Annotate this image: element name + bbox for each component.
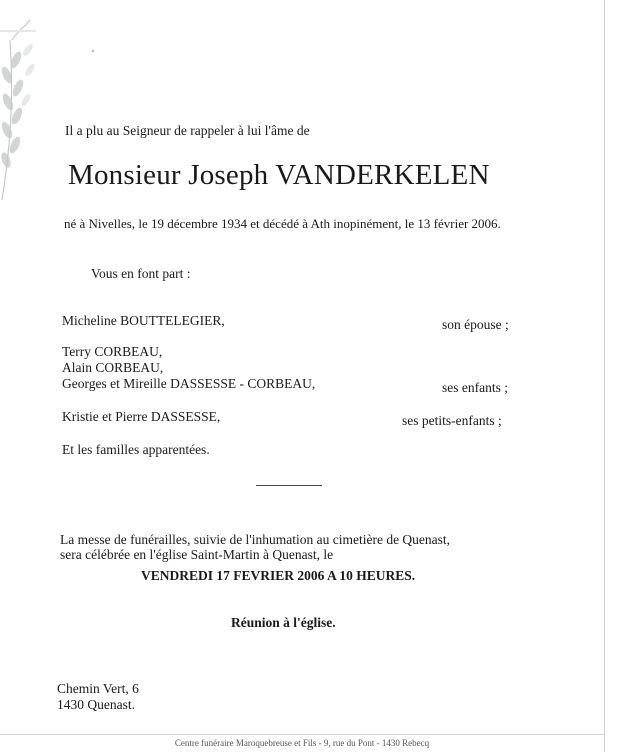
announce-text: Vous en font part : [91,266,191,281]
funeral-home-footer: Centre funéraire Maroquebreuse et Fils - 9, rue du Pont - 1430 Rebecq [174,738,430,748]
wheat-decoration-icon [0,0,70,200]
family-member-name: Micheline BOUTTELEGIER, [62,313,225,328]
family-relation: son épouse ; [442,317,509,332]
family-member-name: Alain CORBEAU, [62,360,164,375]
bottom-rule [0,734,604,735]
mass-text-line1: La messe de funérailles, suivie de l'inhumation au cimetière de Quenast, [60,532,451,547]
family-relation: ses enfants ; [442,380,508,395]
mass-date: VENDREDI 17 FEVRIER 2006 A 10 HEURES. [141,568,416,583]
reunion-text: Réunion à l'église. [231,615,336,630]
address-line1: Chemin Vert, 6 [57,681,139,696]
family-member-name: Georges et Mireille DASSESSE - CORBEAU, [62,376,316,391]
intro-text: Il a plu au Seigneur de rappeler à lui l'âme de [65,123,310,138]
family-relation: ses petits-enfants ; [402,413,502,428]
family-member-name: Kristie et Pierre DASSESSE, [62,409,221,424]
section-divider [256,485,322,486]
family-member-name: Terry CORBEAU, [62,344,163,359]
deceased-name: Monsieur Joseph VANDERKELEN [68,159,490,191]
families-text: Et les familles apparentées. [62,442,210,457]
scan-speck [92,50,94,52]
page-edge [604,0,605,752]
mass-text-line2: sera célébrée en l'église Saint-Martin à Quenast, le [60,547,334,562]
address-line2: 1430 Quenast. [57,697,135,712]
birth-death-text: né à Nivelles, le 19 décembre 1934 et décédé à Ath inopinément, le 13 février 2006. [64,216,501,231]
